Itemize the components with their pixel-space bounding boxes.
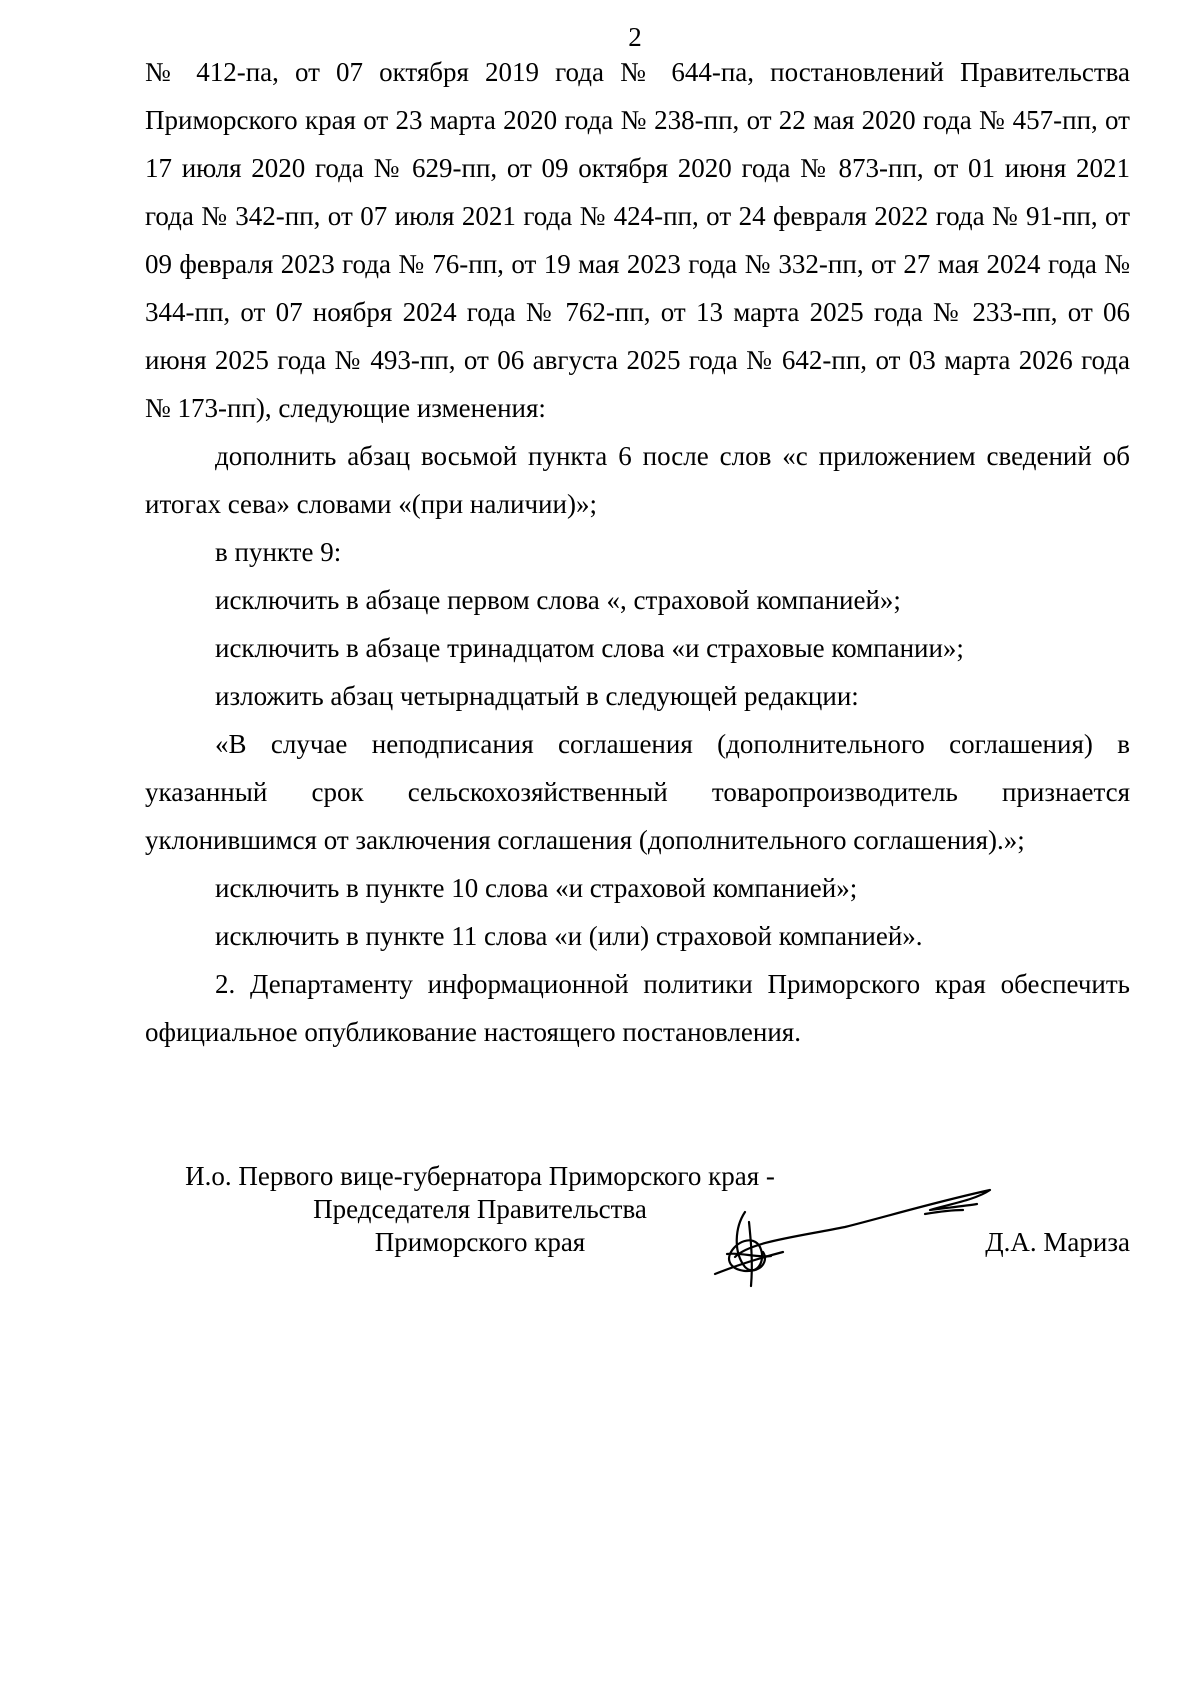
- signatory-title-line: Приморского края: [374, 1227, 586, 1257]
- signatory-title-line: И.о. Первого вице-губернатора Приморского края -: [185, 1161, 775, 1191]
- paragraph-item-11: исключить в пункте 11 слова «и (или) страховой компанией».: [215, 921, 923, 951]
- paragraph-item-9-first: исключить в абзаце первом слова «, страховой компанией»;: [215, 585, 901, 615]
- signatory-title-line: Председателя Правительства: [313, 1194, 647, 1224]
- document-body: [145, 48, 1130, 1056]
- handwritten-signature: [705, 1182, 1005, 1292]
- paragraph-publication-order: 2. Департаменту информационной политики Приморского края обеспечить официальное опубликование настоящего постановления.: [145, 969, 1130, 1047]
- signature-block: [150, 1160, 1130, 1310]
- page-number: 2: [628, 22, 642, 52]
- paragraph-item-10: исключить в пункте 10 слова «и страховой компанией»;: [215, 873, 858, 903]
- paragraph-amendment-list: № 412-па, от 07 октября 2019 года № 644-па, постановлений Правительства Приморского края от 23 марта 2020 года № 238-пп, от 22 мая 2020 года № 457-пп, от 17 июля 2020 года № 629-пп, от 09 октября 2020 года № 873-пп, от 01 июня 2021 года № 342-пп, от 07 июля 2021 года № 424-пп, от 24 февраля 2022 года № 91-пп, от 09 февраля 2023 года № 76-пп, от 19 мая 2023 года № 332-пп, от 27 мая 2024 года № 344-пп, от 07 ноября 2024 года № 762-пп, от 13 марта 2025 года № 233-пп, от 06 июня 2025 года № 493-пп, от 06 августа 2025 года № 642-пп, от 03 марта 2026 года № 173-пп), следующие изменения:: [145, 57, 1130, 423]
- paragraph-new-wording: «В случае неподписания соглашения (дополнительного соглашения) в указанный срок сельскохозяйственный товаропроизводитель признается уклонившимся от заключения соглашения (дополнительного соглашения).»;: [145, 729, 1130, 855]
- signatory-name: Д.А. Мариза: [985, 1227, 1130, 1257]
- paragraph-item-9-heading: в пункте 9:: [215, 537, 342, 567]
- paragraph-item-9-fourteenth: изложить абзац четырнадцатый в следующей редакции:: [215, 681, 859, 711]
- paragraph-item-6-amendment: дополнить абзац восьмой пункта 6 после слов «с приложением сведений об итогах сева» словами «(при наличии)»;: [145, 441, 1130, 519]
- paragraph-item-9-thirteenth: исключить в абзаце тринадцатом слова «и страховые компании»;: [215, 633, 964, 663]
